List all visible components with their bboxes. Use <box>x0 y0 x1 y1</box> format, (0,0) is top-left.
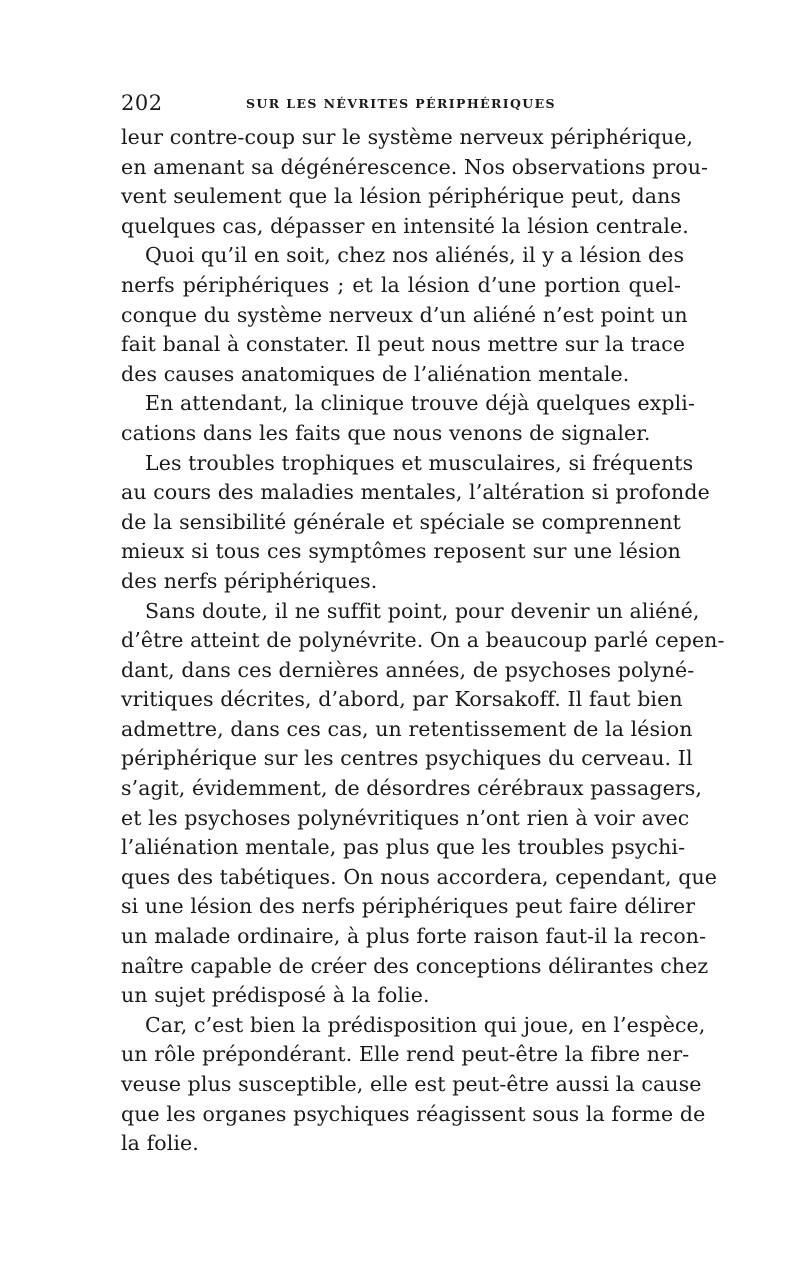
text-line: un malade ordinaire, à plus forte raison faut-il la recon- <box>121 924 707 949</box>
text-line: Sans doute, il ne suffit point, pour devenir un aliéné, <box>145 598 700 623</box>
text-line: naître capable de créer des conceptions délirantes chez <box>121 953 709 978</box>
text-line: ques des tabétiques. On nous accordera, cependant, que <box>121 864 717 889</box>
text-line: vent seulement que la lésion périphérique peut, dans <box>121 184 681 209</box>
text-line: leur contre-coup sur le système nerveux périphérique, <box>121 125 694 149</box>
text-line: fait banal à constater. Il peut nous mettre sur la trace <box>121 332 686 357</box>
text-line: dant, dans ces dernières années, de psychoses polyné- <box>121 657 695 682</box>
text-line: la folie. <box>121 1131 199 1156</box>
text-line: nerfs périphériques ; et la lésion d’une portion quel- <box>121 272 681 297</box>
text-line: l’aliénation mentale, pas plus que les troubles psychi- <box>121 835 686 860</box>
text-line: mieux si tous ces symptômes reposent sur une lésion <box>121 539 681 564</box>
text-line: des causes anatomiques de l’aliénation mentale. <box>121 361 630 386</box>
text-line: Quoi qu’il en soit, chez nos aliénés, il y a lésion des <box>145 243 685 268</box>
text-line: un rôle prépondérant. Elle rend peut-être la fibre ner- <box>121 1042 690 1067</box>
text-line: cations dans les faits que nous venons de signaler. <box>121 420 651 445</box>
text-line: en amenant sa dégénérescence. Nos observations prou- <box>121 154 709 179</box>
text-line: En attendant, la clinique trouve déjà quelques expli- <box>145 391 695 416</box>
text-line: que les organes psychiques réagissent sous la forme de <box>121 1101 706 1126</box>
text-line: quelques cas, dépasser en intensité la lésion centrale. <box>121 213 689 238</box>
text-line: s’agit, évidemment, de désordres cérébraux passagers, <box>121 776 702 801</box>
text-line: un sujet prédisposé à la folie. <box>121 983 430 1008</box>
text-line: au cours des maladies mentales, l’altération si profonde <box>121 480 710 505</box>
text-line: si une lésion des nerfs périphériques peut faire délirer <box>121 894 696 919</box>
text-line: admettre, dans ces cas, un retentissement de la lésion <box>121 716 693 741</box>
page-number: 202 <box>121 91 163 115</box>
text-line: vritiques décrites, d’abord, par Korsakoff. Il faut bien <box>121 687 683 712</box>
text-line: veuse plus susceptible, elle est peut-être aussi la cause <box>121 1072 702 1096</box>
text-line: d’être atteint de polynévrite. On a beaucoup parlé cepen- <box>121 628 725 653</box>
text-line: de la sensibilité générale et spéciale se comprennent <box>121 509 681 534</box>
text-line: Les troubles trophiques et musculaires, si fréquents <box>145 450 694 475</box>
text-line: des nerfs périphériques. <box>121 568 378 593</box>
text-line: et les psychoses polynévritiques n’ont rien à voir avec <box>121 805 690 830</box>
body-text <box>121 123 725 1159</box>
text-line: conque du système nerveux d’un aliéné n’est point un <box>121 302 688 327</box>
text-line: périphérique sur les centres psychiques du cerveau. Il <box>121 746 693 771</box>
text-line: Car, c’est bien la prédisposition qui joue, en l’espèce, <box>145 1012 706 1037</box>
running-head: SUR LES NÉVRITES PÉRIPHÉRIQUES <box>246 96 556 111</box>
page-header <box>121 91 681 121</box>
